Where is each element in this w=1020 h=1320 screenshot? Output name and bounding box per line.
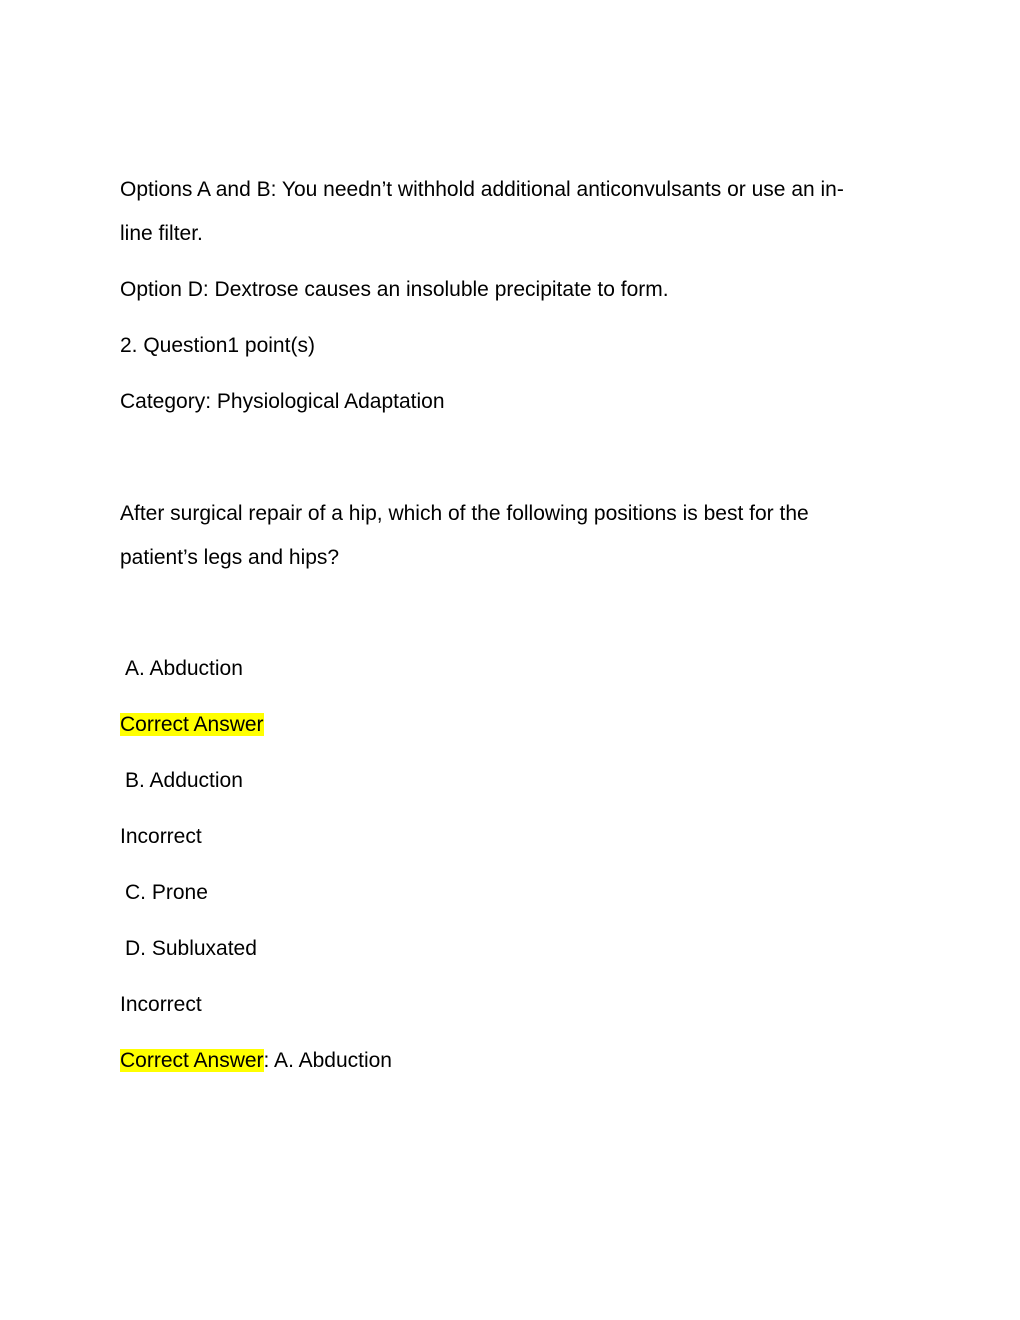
final-answer-label: Correct Answer [120,1049,264,1072]
option-a: A. Abduction [125,657,243,680]
explanation-options-ab-line1: Options A and B: You needn’t withhold additional anticonvulsants or use an in- [120,178,844,201]
option-d: D. Subluxated [125,937,257,960]
option-a-feedback [120,711,264,739]
final-answer [120,1047,392,1075]
question-text-line1: After surgical repair of a hip, which of the following positions is best for the [120,502,809,525]
option-d-feedback: Incorrect [120,993,202,1016]
option-c: C. Prone [125,881,208,904]
question-category: Category: Physiological Adaptation [120,390,445,413]
question-header: 2. Question1 point(s) [120,334,315,357]
option-b-feedback: Incorrect [120,825,202,848]
explanation-option-d: Option D: Dextrose causes an insoluble precipitate to form. [120,278,669,301]
explanation-options-ab-line2: line filter. [120,222,203,245]
question-text-line2: patient’s legs and hips? [120,546,340,569]
final-answer-value: : A. Abduction [263,1049,392,1072]
option-b: B. Adduction [125,769,243,792]
correct-answer-highlight: Correct Answer [120,713,264,736]
